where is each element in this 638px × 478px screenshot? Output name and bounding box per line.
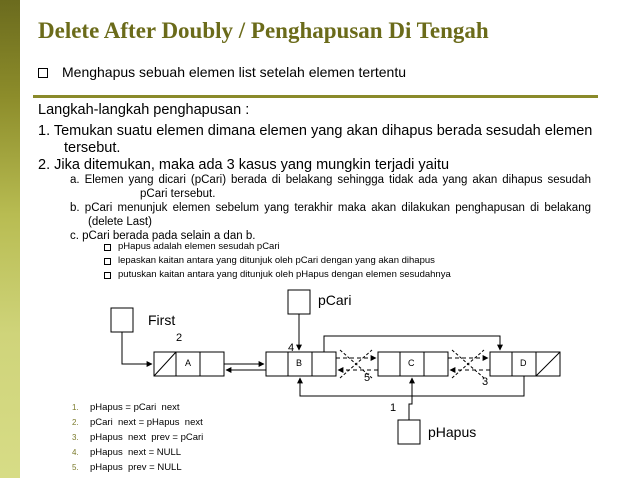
phapus-label: pHapus	[428, 424, 477, 440]
pcari-pointer-box	[288, 290, 310, 314]
steps-heading: Langkah-langkah penghapusan :	[38, 102, 250, 118]
case-c-item: pHapus adalah elemen sesudah pCari	[118, 241, 280, 252]
intro-bullet-text: Menghapus sebuah elemen list setelah elemen tertentu	[62, 64, 406, 80]
node-a-label: A	[185, 358, 192, 368]
code-step-number: 4.	[72, 448, 79, 457]
first-label: First	[148, 312, 176, 328]
pcari-label: pCari	[318, 292, 352, 308]
code-step-number: 3.	[72, 433, 79, 442]
code-step-number: 2.	[72, 418, 79, 427]
step-2: 2. Jika ditemukan, maka ada 3 kasus yang mungkin terjadi yaitu	[38, 157, 450, 173]
step-1-line-1: 1. Temukan suatu elemen dimana elemen yang akan dihapus berada sesudah elemen	[38, 123, 593, 139]
node-d-label: D	[520, 358, 527, 368]
step-number-2: 2	[176, 332, 183, 344]
case-c: c. pCari berada pada selain a dan b.	[70, 230, 256, 242]
step-1-line-2: tersebut.	[64, 140, 121, 156]
case-c-item: lepaskan kaitan antara yang ditunjuk oleh pCari dengan yang akan dihapus	[118, 255, 435, 266]
step-number-5: 5	[364, 372, 371, 384]
case-a-line-2: pCari tersebut.	[140, 188, 216, 200]
code-step-text: pHapus next = NULL	[90, 447, 182, 458]
case-a-line-1: a. Elemen yang dicari (pCari) berada di belakang sehingga tidak ada yang akan dihapus sesudah	[70, 174, 591, 186]
step-number-3: 3	[482, 376, 489, 388]
case-b-line-1: b. pCari menunjuk elemen sebelum yang terakhir maka akan dilakukan penghapusan di belakang	[70, 202, 591, 214]
case-c-item: putuskan kaitan antara yang ditunjuk oleh pHapus dengan elemen sesudahnya	[118, 269, 451, 280]
first-pointer-box	[111, 308, 133, 332]
code-step-text: pHapus prev = NULL	[90, 462, 182, 473]
code-step-text: pHapus next prev = pCari	[90, 432, 204, 443]
step-number-4: 4	[288, 342, 295, 354]
code-step-text: pHapus = pCari next	[90, 402, 180, 413]
case-b-line-2: (delete Last)	[88, 216, 152, 228]
phapus-pointer-box	[398, 420, 420, 444]
code-step-text: pCari next = pHapus next	[90, 417, 203, 428]
code-step-number: 5.	[72, 463, 79, 472]
step-number-1: 1	[390, 402, 397, 414]
slide-title: Delete After Doubly / Penghapusan Di Tengah	[38, 18, 489, 43]
node-c-label: C	[408, 358, 415, 368]
node-b-label: B	[296, 358, 303, 368]
code-step-number: 1.	[72, 403, 79, 412]
